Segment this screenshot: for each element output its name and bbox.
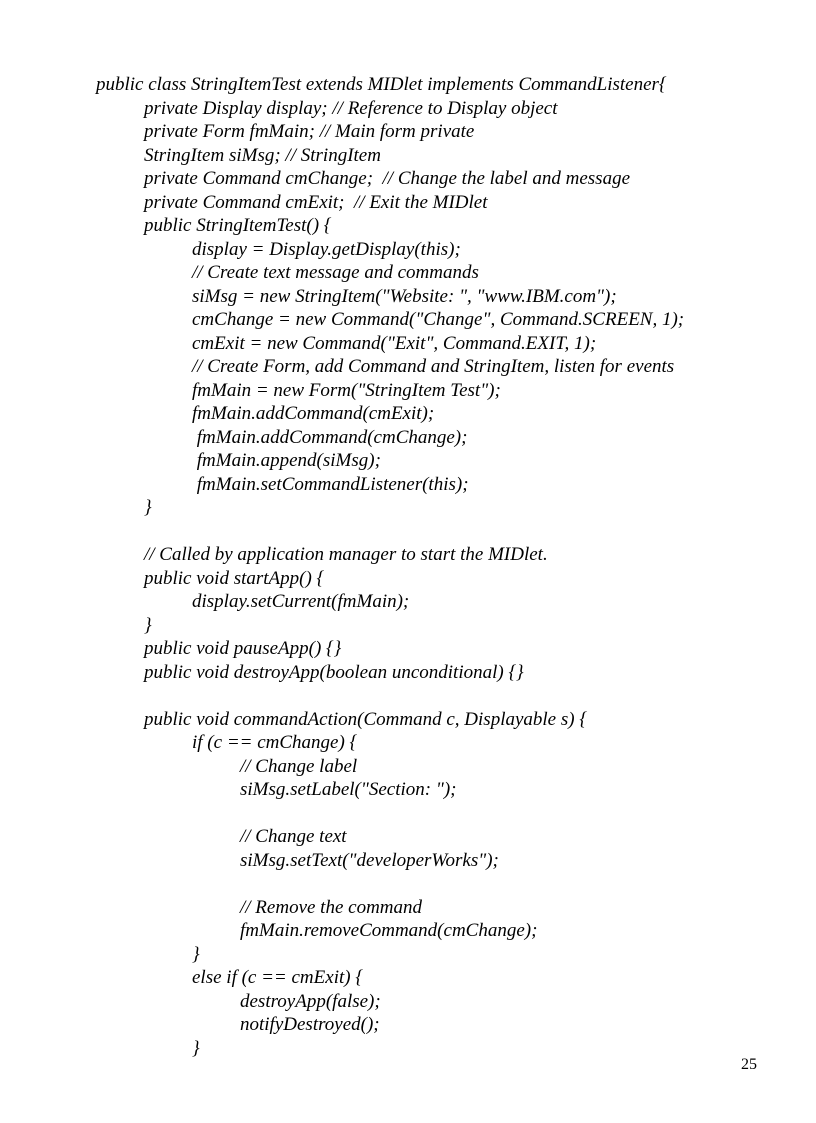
- code-line: public StringItemTest() {: [144, 215, 332, 236]
- code-line: public void pauseApp() {}: [144, 638, 342, 659]
- code-line: siMsg.setText("developerWorks");: [240, 849, 499, 871]
- code-line: StringItem siMsg; // StringItem: [144, 144, 381, 166]
- code-line: // Remove the command: [240, 896, 423, 918]
- code-line: fmMain.append(siMsg);: [192, 450, 381, 471]
- code-line: }: [144, 497, 152, 518]
- code-line: display = Display.getDisplay(this);: [192, 238, 461, 260]
- code-line: }: [192, 1037, 200, 1059]
- code-line: fmMain = new Form("StringItem Test");: [192, 379, 501, 401]
- code-line: fmMain.addCommand(cmChange);: [192, 426, 468, 448]
- code-line: fmMain.addCommand(cmExit);: [192, 403, 435, 424]
- code-line: // Create text message and commands: [192, 262, 479, 283]
- code-line: // Create Form, add Command and StringItem, listen for events: [192, 356, 675, 377]
- code-line: siMsg = new StringItem("Website: ", "www.IBM.com");: [192, 285, 617, 307]
- code-line: }: [192, 943, 200, 965]
- code-line: public class StringItemTest extends MIDlet implements CommandListener{: [96, 74, 667, 95]
- code-line: siMsg.setLabel("Section: ");: [240, 779, 457, 800]
- code-line: public void commandAction(Command c, Displayable s) {: [144, 708, 587, 730]
- code-line: else if (c == cmExit) {: [192, 967, 363, 988]
- code-line: public void startApp() {: [144, 567, 325, 589]
- code-line: notifyDestroyed();: [240, 1014, 380, 1035]
- code-line: public void destroyApp(boolean unconditional) {}: [144, 661, 524, 683]
- code-line: if (c == cmChange) {: [192, 732, 358, 753]
- code-line: private Command cmChange; // Change the label and message: [144, 168, 631, 189]
- code-line: private Display display; // Reference to Display object: [144, 97, 558, 119]
- code-line: cmChange = new Command("Change", Command.SCREEN, 1);: [192, 309, 685, 330]
- page-number: 25: [741, 1056, 757, 1073]
- code-line: destroyApp(false);: [240, 990, 381, 1012]
- code-line: display.setCurrent(fmMain);: [192, 591, 410, 612]
- code-line: // Change text: [240, 826, 347, 847]
- code-line: cmExit = new Command("Exit", Command.EXIT, 1);: [192, 332, 597, 354]
- code-line: // Called by application manager to start the MIDlet.: [144, 544, 548, 565]
- code-line: private Form fmMain; // Main form private: [144, 121, 475, 142]
- code-line: private Command cmExit; // Exit the MIDlet: [144, 191, 488, 213]
- code-line: }: [144, 614, 152, 636]
- code-line: fmMain.removeCommand(cmChange);: [240, 920, 538, 941]
- code-line: fmMain.setCommandListener(this);: [192, 473, 469, 495]
- code-line: // Change label: [240, 755, 358, 777]
